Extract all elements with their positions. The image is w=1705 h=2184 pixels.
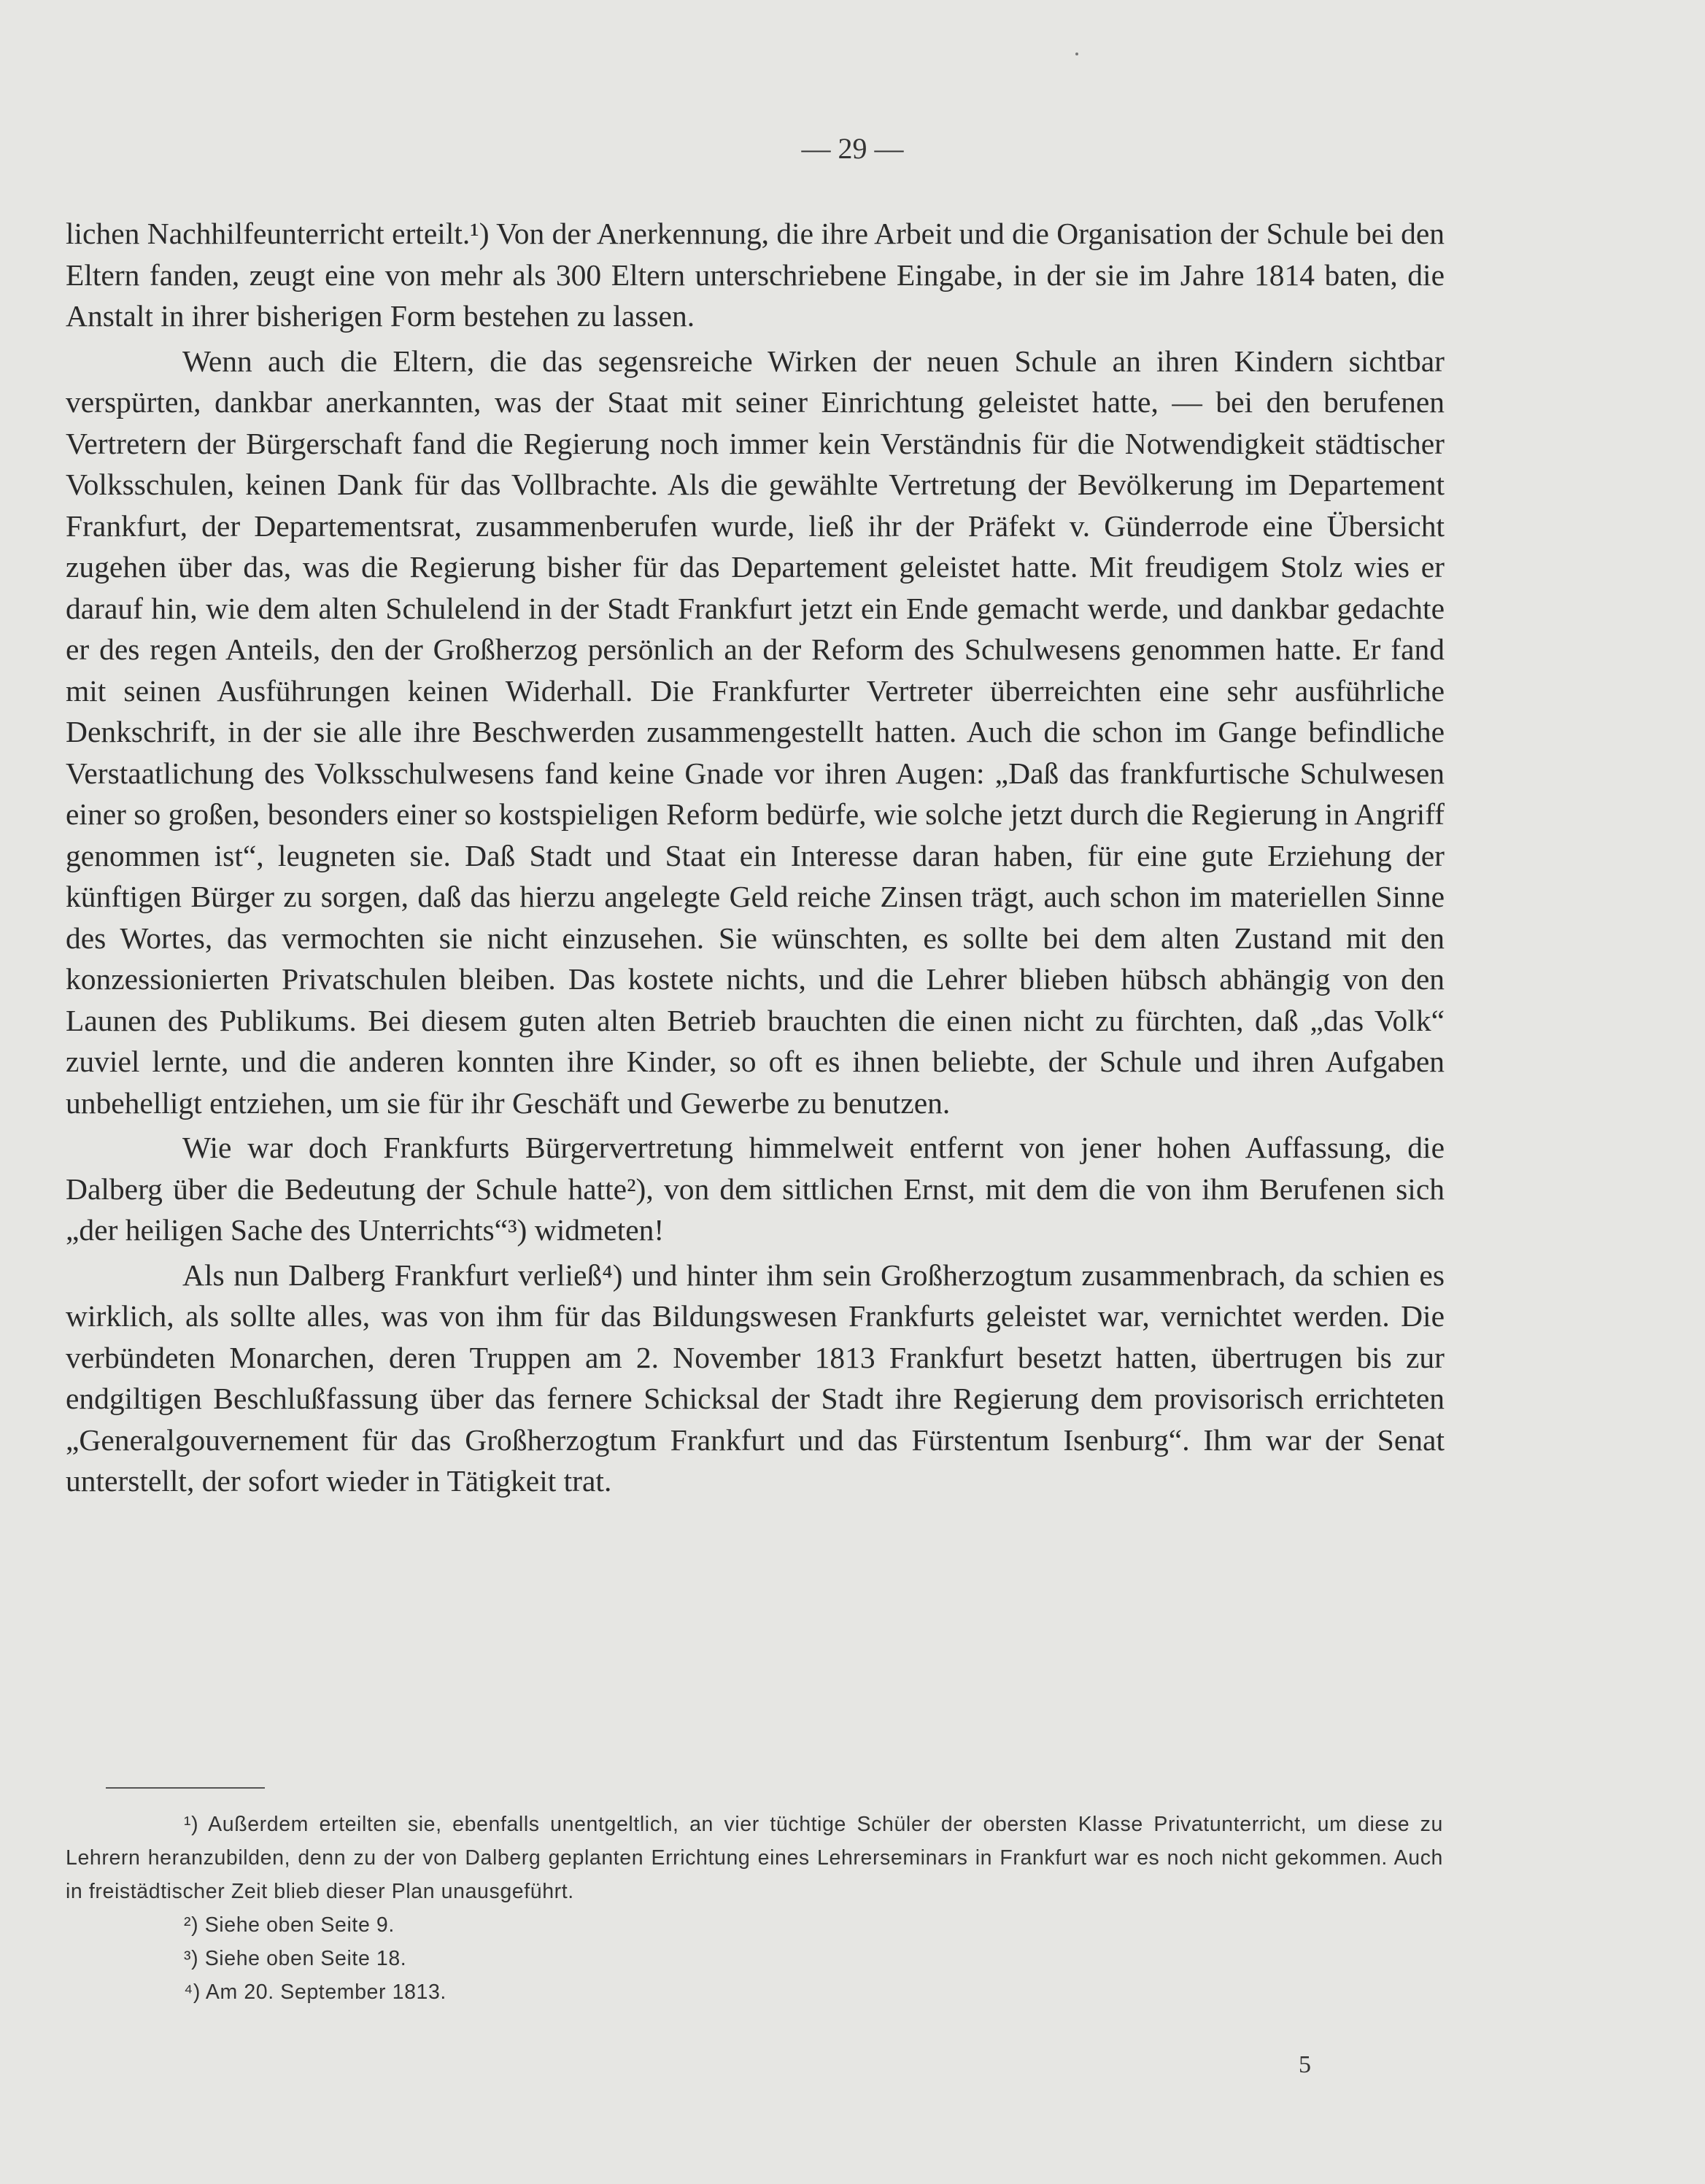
footnotes [66, 1808, 1443, 2009]
paragraph-continuation: lichen Nachhilfeunterricht erteilt.¹) Von der Anerkennung, die ihre Arbeit und die Organisation der Schule bei den Eltern fanden, zeugt eine von mehr als 300 Eltern unterschriebene Eingabe, in der sie im Jahre 1814 baten, die Anstalt in ihrer bisherigen Form bestehen zu lassen. [66, 217, 1445, 333]
footnote: ¹) Außerdem erteilten sie, ebenfalls unentgeltlich, an vier tüchtige Schüler der obersten Klasse Privatunterricht, um diese zu Lehrern heranzubilden, denn zu der von Dalberg geplanten Errichtung eines Lehrerseminars in Frankfurt war es noch nicht gekommen. Auch in freistädtischer Zeit blieb dieser Plan unausgeführt. [66, 1813, 1443, 1903]
paragraph: Als nun Dalberg Frankfurt verließ⁴) und hinter ihm sein Großherzogtum zusammenbrach, da schien es wirklich, als sollte alles, was von ihm für das Bildungswesen Frankfurts geleistet war, vernichtet werden. Die verbündeten Monarchen, deren Truppen am 2. November 1813 Frankfurt besetzt hatten, übertrugen bis zur endgiltigen Beschlußfassung über das fernere Schicksal der Stadt ihre Regierung dem provisorisch errichteten „Generalgouvernement für das Großherzogtum Frankfurt und das Fürstentum Isenburg“. Ihm war der Senat unterstellt, der sofort wieder in Tätigkeit trat. [66, 1258, 1445, 1498]
paper-speck [1075, 53, 1078, 55]
footnote: ³) Siehe oben Seite 18. [184, 1947, 407, 1970]
footnote-divider [106, 1787, 265, 1789]
paragraph: Wie war doch Frankfurts Bürgervertretung himmelweit entfernt von jener hohen Auffassung, die Dalberg über die Bedeutung der Schule hatte²), von dem sittlichen Ernst, mit dem die von ihm Berufenen sich „der heiligen Sache des Unterrichts“³) widmeten! [66, 1131, 1445, 1247]
footnote: ²) Siehe oben Seite 9. [184, 1913, 395, 1937]
footnote: ⁴) Am 20. September 1813. [184, 1980, 446, 2004]
page-number: — 29 — [801, 132, 904, 165]
paragraph: Wenn auch die Eltern, die das segensreiche Wirken der neuen Schule an ihren Kindern sichtbar verspürten, dankbar anerkannten, was der Staat mit seiner Einrichtung geleistet hatte, — bei den berufenen Vertretern der Bürgerschaft fand die Regierung noch immer kein Verständnis für die Notwendigkeit städtischer Volksschulen, keinen Dank für das Vollbrachte. Als die gewählte Vertretung der Bevölkerung im Departement Frankfurt, der Departementsrat, zusammenberufen wurde, ließ ihr der Präfekt v. Günderrode eine Übersicht zugehen über das, was die Regierung bisher für das Departement geleistet hatte. Mit freudigem Stolz wies er darauf hin, wie dem alten Schulelend in der Stadt Frankfurt jetzt ein Ende gemacht werde, und dankbar gedachte er des regen Anteils, den der Großherzog persönlich an der Reform des Schulwesens genommen hatte. Er fand mit seinen Ausführungen keinen Widerhall. Die Frankfurter Vertreter überreichten eine sehr ausführliche Denkschrift, in der sie alle ihre Beschwerden zusammengestellt hatten. Auch die schon im Gange befindliche Verstaatlichung des Volksschulwesens fand keine Gnade vor ihren Augen: „Daß das frankfurtische Schulwesen einer so großen, besonders einer so kostspieligen Reform bedürfe, wie solche jetzt durch die Regierung in Angriff genommen ist“, leugneten sie. Daß Stadt und Staat ein Interesse daran haben, für eine gute Erziehung der künftigen Bürger zu sorgen, daß das hierzu angelegte Geld reiche Zinsen trägt, auch schon im materiellen Sinne des Wortes, das vermochten sie nicht einzusehen. Sie wünschten, es sollte bei dem alten Zustand mit den konzessionierten Privatschulen bleiben. Das kostete nichts, und die Lehrer blieben hübsch abhängig von den Launen des Publikums. Bei diesem guten alten Betrieb brauchten die einen nicht zu fürchten, daß „das Volk“ zuviel lernte, und die anderen konnten ihre Kinder, so oft es ihnen beliebte, der Schule und ihren Aufgaben unbehelligt entziehen, um sie für ihr Geschäft und Gewerbe zu benutzen. [66, 344, 1445, 1120]
signature-mark: 5 [1299, 2051, 1311, 2078]
main-text [66, 213, 1445, 1502]
